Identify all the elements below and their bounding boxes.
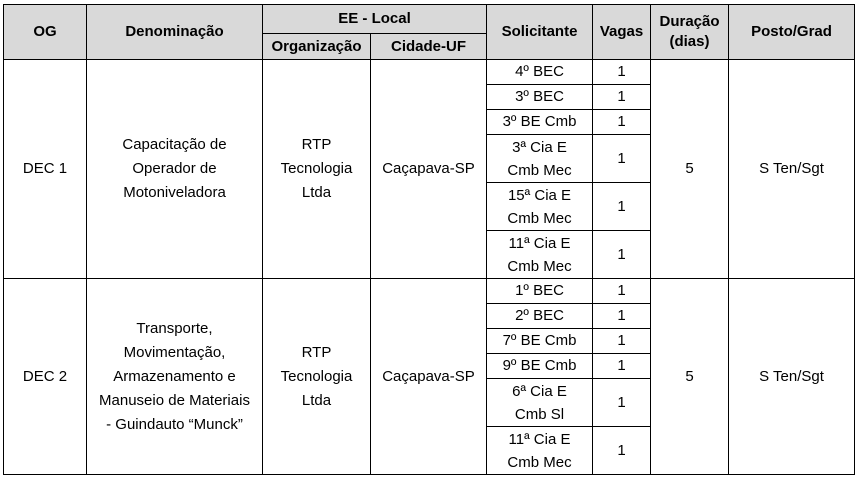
vagas-cell: 1 <box>593 279 651 304</box>
vagas-cell: 1 <box>593 231 651 279</box>
organizacao-cell: RTP Tecnologia Ltda <box>263 279 371 475</box>
solicitante-cell: 11ª Cia E Cmb Mec <box>487 231 593 279</box>
solicitante-cell: 11ª Cia E Cmb Mec <box>487 427 593 475</box>
header-duracao: Duração (dias) <box>651 5 729 60</box>
vagas-cell: 1 <box>593 85 651 110</box>
solicitante-cell: 4º BEC <box>487 60 593 85</box>
cidade-cell: Caçapava-SP <box>371 279 487 475</box>
vagas-cell: 1 <box>593 183 651 231</box>
vagas-cell: 1 <box>593 354 651 379</box>
solicitante-cell: 2º BEC <box>487 304 593 329</box>
header-cidade-uf: Cidade-UF <box>371 34 487 60</box>
solicitante-cell: 6ª Cia E Cmb Sl <box>487 379 593 427</box>
solicitante-cell: 3º BEC <box>487 85 593 110</box>
header-row <box>4 5 855 34</box>
posto-cell: S Ten/Sgt <box>729 60 855 279</box>
og-cell: DEC 2 <box>4 279 87 475</box>
header-organizacao: Organização <box>263 34 371 60</box>
vagas-cell: 1 <box>593 60 651 85</box>
vagas-cell: 1 <box>593 135 651 183</box>
solicitante-cell: 9º BE Cmb <box>487 354 593 379</box>
header-vagas: Vagas <box>593 5 651 60</box>
organizacao-cell: RTP Tecnologia Ltda <box>263 60 371 279</box>
posto-cell: S Ten/Sgt <box>729 279 855 475</box>
og-cell: DEC 1 <box>4 60 87 279</box>
solicitante-cell: 3º BE Cmb <box>487 110 593 135</box>
duracao-cell: 5 <box>651 60 729 279</box>
header-denominacao: Denominação <box>87 5 263 60</box>
cidade-cell: Caçapava-SP <box>371 60 487 279</box>
table-row <box>4 60 855 85</box>
denominacao-cell: Transporte, Movimentação, Armazenamento e Manuseio de Materiais - Guindauto “Munck” <box>87 279 263 475</box>
vagas-cell: 1 <box>593 329 651 354</box>
vagas-cell: 1 <box>593 379 651 427</box>
vagas-cell: 1 <box>593 427 651 475</box>
denominacao-cell: Capacitação de Operador de Motoniveladora <box>87 60 263 279</box>
solicitante-cell: 3ª Cia E Cmb Mec <box>487 135 593 183</box>
header-posto-grad: Posto/Grad <box>729 5 855 60</box>
vacancies-table <box>3 4 855 475</box>
solicitante-cell: 1º BEC <box>487 279 593 304</box>
solicitante-cell: 7º BE Cmb <box>487 329 593 354</box>
vagas-cell: 1 <box>593 304 651 329</box>
header-solicitante: Solicitante <box>487 5 593 60</box>
vagas-cell: 1 <box>593 110 651 135</box>
solicitante-cell: 15ª Cia E Cmb Mec <box>487 183 593 231</box>
header-og: OG <box>4 5 87 60</box>
header-ee-local: EE - Local <box>263 5 487 34</box>
duracao-cell: 5 <box>651 279 729 475</box>
table-row <box>4 279 855 304</box>
